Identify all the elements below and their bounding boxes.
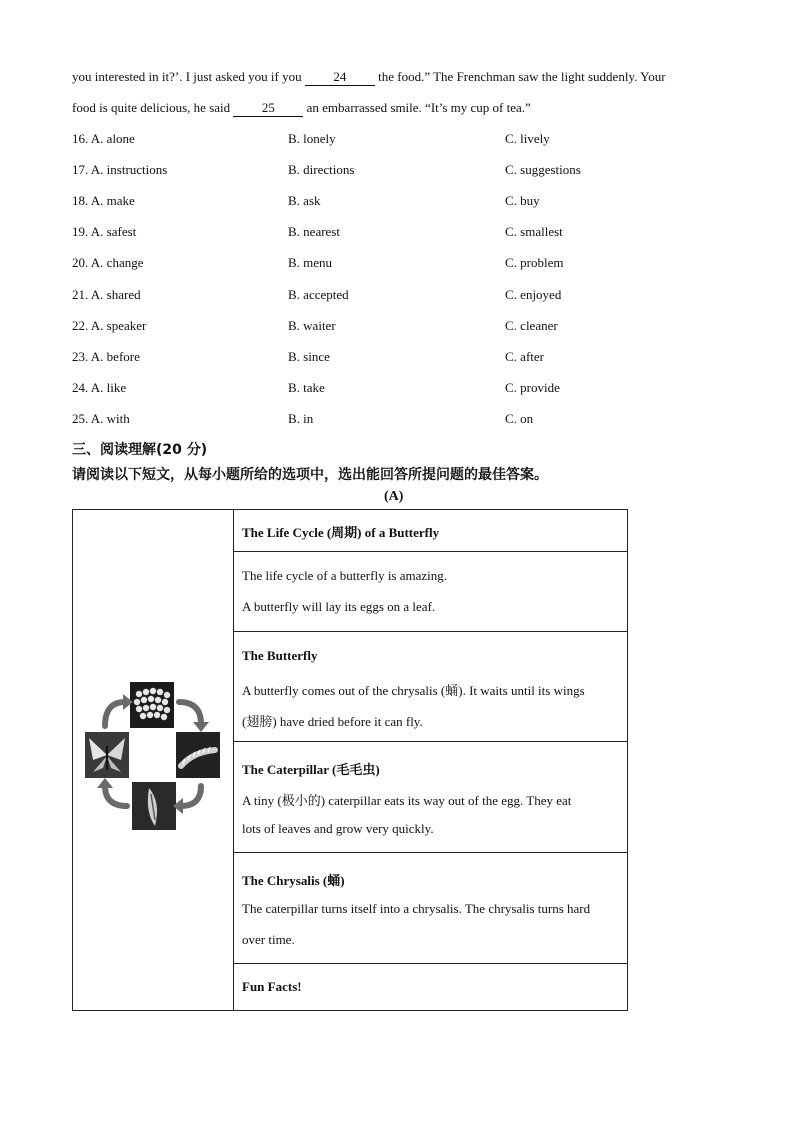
option-c: C. problem <box>505 255 564 270</box>
butterfly-line: A butterfly comes out of the chrysalis (蛹). It waits until its wings <box>242 683 585 698</box>
butterfly-line: (翅膀) have dried before it can fly. <box>242 714 423 729</box>
option-b: B. take <box>288 380 325 395</box>
option-b: B. lonely <box>288 131 336 146</box>
intro-line: The life cycle of a butterfly is amazing. <box>242 568 448 583</box>
option-c: C. cleaner <box>505 318 558 333</box>
option-a: 24. A. like <box>72 380 127 395</box>
butterfly-life-cycle-image <box>83 680 223 840</box>
option-a: 19. A. safest <box>72 224 137 239</box>
chrysalis-icon <box>132 782 176 830</box>
option-a: 22. A. speaker <box>72 318 147 333</box>
option-row-21 <box>72 287 732 307</box>
butterfly-heading: The Butterfly <box>242 648 318 663</box>
option-a: 18. A. make <box>72 193 135 208</box>
option-a: 17. A. instructions <box>72 162 168 177</box>
intro-line: A butterfly will lay its eggs on a leaf. <box>242 599 436 614</box>
option-row-16 <box>72 131 732 151</box>
option-b: B. waiter <box>288 318 336 333</box>
arrow-icon <box>179 702 201 724</box>
passage-text: the food.” The Frenchman saw the light suddenly. Your <box>378 69 666 84</box>
option-a: 20. A. change <box>72 255 144 270</box>
option-row-24 <box>72 380 732 400</box>
option-a: 25. A. with <box>72 411 130 426</box>
option-row-18 <box>72 193 732 213</box>
table-row-fun-facts <box>234 964 627 1010</box>
blank-24: 24 <box>305 69 375 86</box>
table-row-chrysalis <box>234 853 627 964</box>
table-title: The Life Cycle (周期) of a Butterfly <box>242 525 440 540</box>
option-row-19 <box>72 224 732 244</box>
option-c: C. on <box>505 411 534 426</box>
section-instruction: 请阅读以下短文，从每小题所给的选项中，选出能回答所提问题的最佳答案。 <box>72 467 548 483</box>
option-c: C. after <box>505 349 544 364</box>
butterfly-icon <box>85 732 129 778</box>
caterpillar-heading: The Caterpillar (毛毛虫) <box>242 762 380 777</box>
passage-line-1 <box>72 61 732 92</box>
arrow-icon <box>105 786 127 806</box>
reading-table <box>72 509 628 1011</box>
option-b: B. ask <box>288 193 321 208</box>
arrow-icon <box>105 702 125 726</box>
table-row-intro <box>234 552 627 632</box>
eggs-icon <box>130 682 174 728</box>
table-row-butterfly <box>234 632 627 742</box>
option-c: C. enjoyed <box>505 287 562 302</box>
image-cell <box>73 510 234 1010</box>
option-c: C. smallest <box>505 224 563 239</box>
chrysalis-heading: The Chrysalis (蛹) <box>242 873 345 888</box>
option-b: B. directions <box>288 162 355 177</box>
option-row-20 <box>72 255 732 275</box>
option-c: C. suggestions <box>505 162 581 177</box>
passage-text: food is quite delicious, he said <box>72 100 231 115</box>
passage-label: (A) <box>384 489 404 504</box>
chrysalis-line: The caterpillar turns itself into a chrysalis. The chrysalis turns hard <box>242 901 591 916</box>
passage-text: an embarrassed smile. “It’s my cup of tea.” <box>306 100 531 115</box>
option-b: B. since <box>288 349 330 364</box>
section-title: 三、阅读理解(20 分) <box>72 442 208 458</box>
option-b: B. menu <box>288 255 333 270</box>
option-a: 16. A. alone <box>72 131 135 146</box>
option-c: C. buy <box>505 193 540 208</box>
option-b: B. nearest <box>288 224 340 239</box>
caterpillar-icon <box>176 732 220 778</box>
option-a: 23. A. before <box>72 349 140 364</box>
option-row-22 <box>72 318 732 338</box>
option-a: 21. A. shared <box>72 287 141 302</box>
passage-text: you interested in it?’. I just asked you if you <box>72 69 302 84</box>
table-row-caterpillar <box>234 742 627 853</box>
passage-line-2 <box>72 92 732 123</box>
option-c: C. lively <box>505 131 550 146</box>
option-c: C. provide <box>505 380 560 395</box>
option-row-23 <box>72 349 732 369</box>
table-row-title <box>234 510 627 552</box>
text-column <box>234 510 627 1010</box>
option-b: B. in <box>288 411 314 426</box>
option-row-17 <box>72 162 732 182</box>
caterpillar-line: lots of leaves and grow very quickly. <box>242 821 434 836</box>
arrow-icon <box>181 786 201 806</box>
fun-facts-heading: Fun Facts! <box>242 979 302 994</box>
caterpillar-line: A tiny (极小的) caterpillar eats its way out of the egg. They eat <box>242 793 572 808</box>
option-row-25 <box>72 411 732 431</box>
chrysalis-line: over time. <box>242 932 295 947</box>
blank-25: 25 <box>233 100 303 117</box>
option-b: B. accepted <box>288 287 349 302</box>
